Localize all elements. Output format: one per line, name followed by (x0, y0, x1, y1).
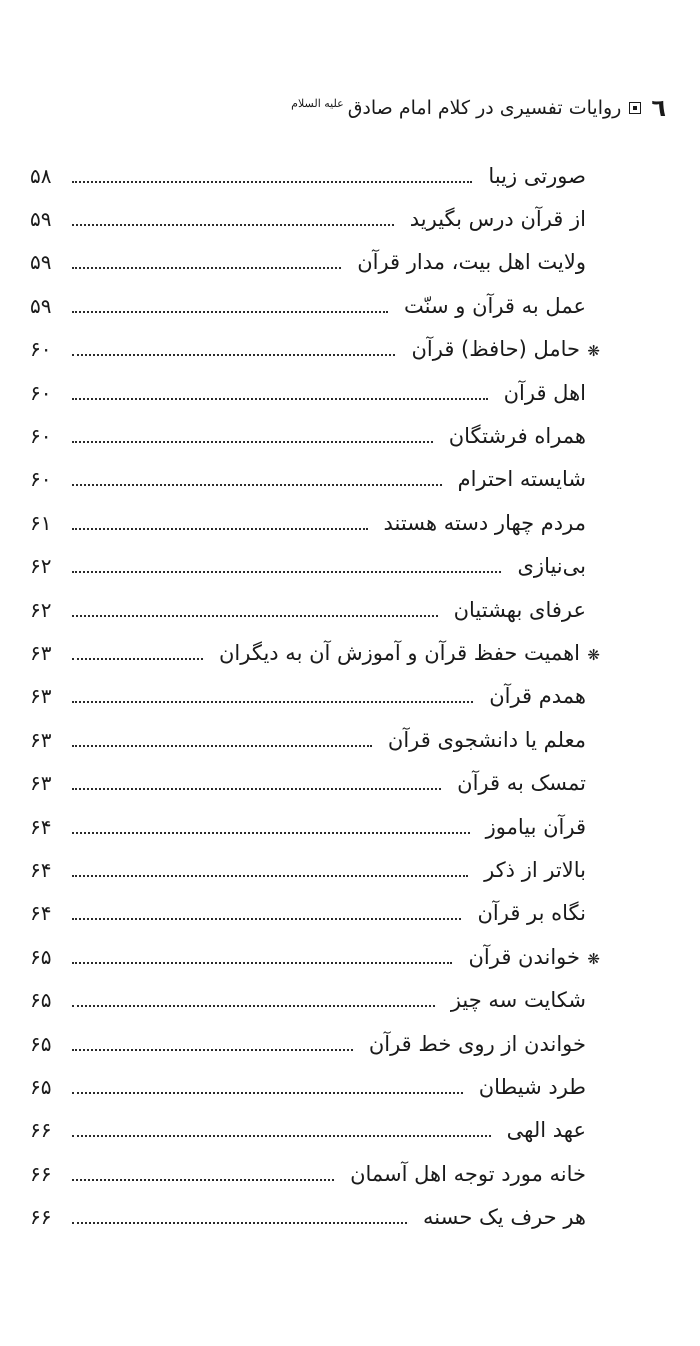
toc-section-row[interactable] (30, 631, 600, 674)
toc-page-number: ۶۴ (30, 901, 52, 926)
toc-page-number: ۶۳ (30, 771, 52, 796)
toc-page-number: ۵۸ (30, 163, 52, 188)
toc-page-number: ۶۵ (30, 1074, 52, 1099)
dot-leader (72, 962, 452, 964)
toc-entry-row[interactable] (30, 154, 600, 197)
dot-leader (72, 311, 388, 313)
toc-entry-title: بی‌نیازی (517, 554, 586, 579)
book-title: روایات تفسیری در کلام امام صادق (347, 96, 622, 119)
dot-leader (72, 484, 442, 486)
dot-leader (72, 658, 203, 660)
toc-entry-title: عمل به قرآن و سنّت (404, 293, 586, 318)
toc-page-number: ۶۰ (30, 424, 52, 449)
dot-leader (72, 528, 368, 530)
toc-entry-row[interactable] (30, 458, 600, 501)
page-number: ٦ (651, 94, 666, 122)
toc-entry-title: همراه فرشتگان (448, 424, 586, 449)
toc-entry-title: خواندن قرآن (468, 944, 580, 969)
toc-entry-title: از قرآن درس بگیرید (409, 207, 586, 232)
toc-page-number: ۶۶ (30, 1205, 52, 1230)
dot-leader (72, 1222, 407, 1224)
asterisk-bullet-icon: ❋ (587, 949, 600, 968)
dot-leader (72, 875, 468, 877)
toc-page-number: ۶۵ (30, 944, 52, 969)
toc-page-number: ۶۳ (30, 684, 52, 709)
toc-entry-title: اهمیت حفظ قرآن و آموزش آن به دیگران (219, 640, 580, 665)
dot-leader (72, 701, 473, 703)
boxed-square-icon (629, 102, 641, 114)
toc-entry-title: بالاتر از ذکر (484, 857, 586, 882)
toc-entry-title: نگاه بر قرآن (477, 901, 586, 926)
dot-leader (72, 354, 395, 356)
dot-leader (72, 441, 433, 443)
asterisk-bullet-icon: ❋ (587, 342, 600, 361)
toc-entry-row[interactable] (30, 1195, 600, 1238)
toc-page-number: ۶۵ (30, 988, 52, 1013)
toc-entry-title: حامل (حافظ) قرآن (411, 337, 580, 362)
toc-page-number: ۶۵ (30, 1031, 52, 1056)
toc-entry-row[interactable] (30, 284, 600, 327)
toc-entry-title: خانه مورد توجه اهل آسمان (350, 1161, 586, 1186)
toc-section-row[interactable] (30, 935, 600, 978)
toc-entry-title: تمسک به قرآن (457, 771, 586, 796)
asterisk-bullet-icon: ❋ (587, 645, 600, 664)
toc-entry-row[interactable] (30, 241, 600, 284)
dot-leader (72, 224, 394, 226)
toc-entry-row[interactable] (30, 414, 600, 457)
toc-entry-row[interactable] (30, 1109, 600, 1152)
toc-entry-row[interactable] (30, 675, 600, 718)
toc-entry-row[interactable] (30, 892, 600, 935)
toc-entry-title: عهد الهی (506, 1118, 586, 1143)
toc-entry-row[interactable] (30, 501, 600, 544)
toc-page-number: ۶۰ (30, 467, 52, 492)
toc-entry-row[interactable] (30, 371, 600, 414)
toc-entry-title: هر حرف یک حسنه (423, 1205, 586, 1230)
dot-leader (72, 1179, 334, 1181)
toc-entry-row[interactable] (30, 718, 600, 761)
toc-page-number: ۶۶ (30, 1161, 52, 1186)
toc-page-number: ۶۰ (30, 337, 52, 362)
toc-entry-title: معلم یا دانشجوی قرآن (387, 727, 586, 752)
dot-leader (72, 615, 438, 617)
toc-page-number: ۶۱ (30, 510, 52, 535)
dot-leader (72, 1092, 463, 1094)
toc-entry-row[interactable] (30, 978, 600, 1021)
honorific-mark: علیه السلام (291, 96, 344, 110)
dot-leader (72, 181, 472, 183)
dot-leader (72, 918, 461, 920)
toc-entry-row[interactable] (30, 588, 600, 631)
toc-entry-row[interactable] (30, 545, 600, 588)
toc-entry-title: صورتی زیبا (488, 163, 586, 188)
toc-entry-row[interactable] (30, 848, 600, 891)
toc-page-number: ۶۲ (30, 554, 52, 579)
dot-leader (72, 1135, 491, 1137)
toc-entry-row[interactable] (30, 197, 600, 240)
toc-entry-title: شکایت سه چیز (450, 988, 586, 1013)
toc-page-number: ۶۳ (30, 727, 52, 752)
toc-entry-title: قرآن بیاموز (485, 814, 586, 839)
toc-page-number: ۵۹ (30, 293, 52, 318)
toc-entry-row[interactable] (30, 805, 600, 848)
toc-entry-title: ولایت اهل بیت، مدار قرآن (357, 250, 586, 275)
toc-page-number: ۶۳ (30, 640, 52, 665)
toc-entry-row[interactable] (30, 1152, 600, 1195)
dot-leader (72, 832, 470, 834)
toc-entry-title: اهل قرآن (503, 380, 586, 405)
toc-page-number: ۶۰ (30, 380, 52, 405)
toc-entry-title: عرفای بهشتیان (453, 597, 586, 622)
toc-page-number: ۵۹ (30, 250, 52, 275)
dot-leader (72, 398, 488, 400)
dot-leader (72, 1049, 353, 1051)
toc-entry-title: مردم چهار دسته هستند (383, 510, 586, 535)
dot-leader (72, 267, 341, 269)
toc-page-number: ۵۹ (30, 207, 52, 232)
toc-entry-row[interactable] (30, 1022, 600, 1065)
toc-page-number: ۶۶ (30, 1118, 52, 1143)
toc-entry-row[interactable] (30, 1065, 600, 1108)
toc-page-number: ۶۴ (30, 857, 52, 882)
dot-leader (72, 788, 441, 790)
toc-entry-title: همدم قرآن (489, 684, 586, 709)
table-of-contents (30, 154, 600, 1239)
running-header (291, 92, 666, 124)
toc-page-number: ۶۲ (30, 597, 52, 622)
toc-page-number: ۶۴ (30, 814, 52, 839)
toc-entry-title: خواندن از روی خط قرآن (368, 1031, 586, 1056)
dot-leader (72, 1005, 435, 1007)
dot-leader (72, 745, 372, 747)
toc-entry-title: شایسته احترام (457, 467, 586, 492)
toc-section-row[interactable] (30, 328, 600, 371)
dot-leader (72, 571, 501, 573)
toc-entry-row[interactable] (30, 761, 600, 804)
toc-entry-title: طرد شیطان (478, 1074, 586, 1099)
